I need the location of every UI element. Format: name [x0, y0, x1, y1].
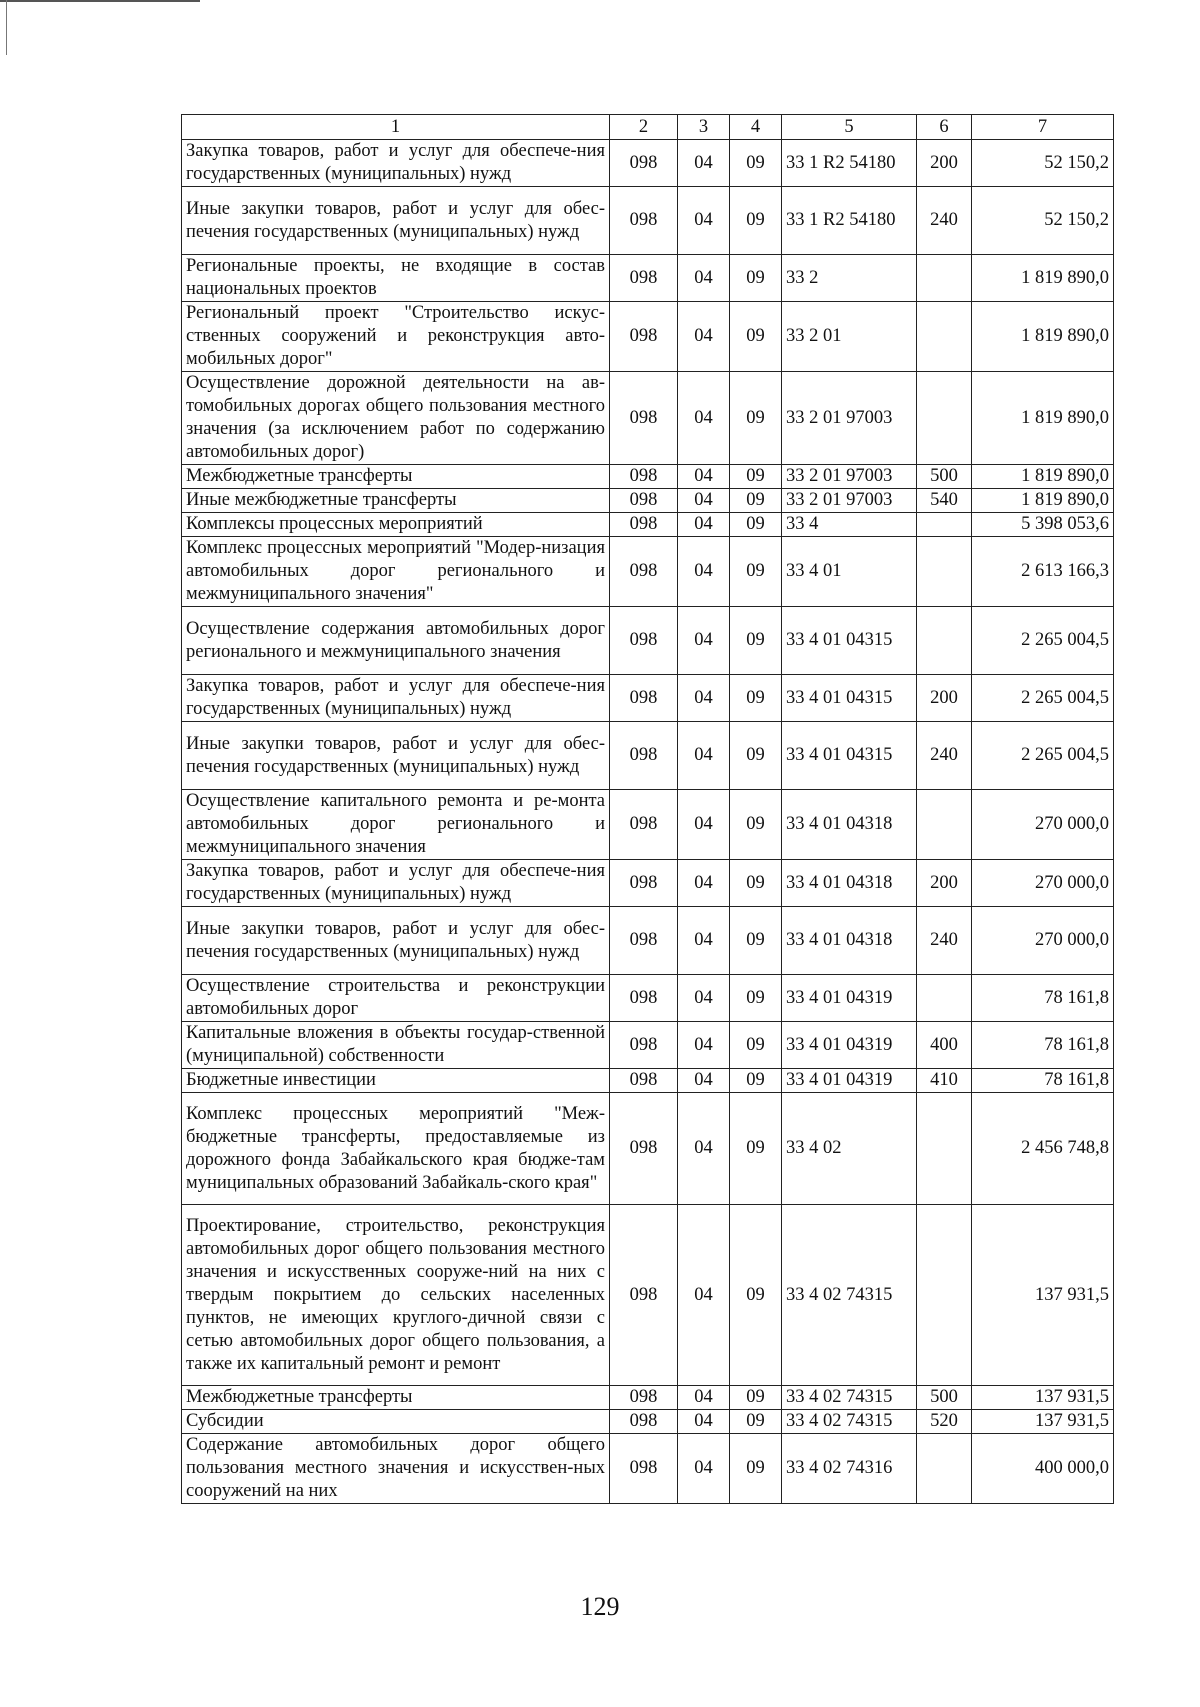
- row-code-vr: 410: [917, 1069, 972, 1093]
- row-code-rz: 04: [678, 790, 730, 860]
- row-code-pr: 09: [730, 255, 782, 302]
- row-amount: 1 819 890,0: [972, 372, 1114, 465]
- budget-table: [181, 114, 1114, 1504]
- table-row: [182, 975, 1114, 1022]
- row-amount: 2 265 004,5: [972, 607, 1114, 675]
- row-code-csr: 33 4 01 04318: [782, 907, 917, 975]
- table-body: [182, 140, 1114, 1504]
- row-code-csr: 33 4 01 04315: [782, 722, 917, 790]
- row-name: Региональный проект "Строительство искус-ственных сооружений и реконструкция авто-мобильных дорог": [182, 302, 610, 372]
- table-row: [182, 1069, 1114, 1093]
- row-code-gr: 098: [610, 489, 678, 513]
- row-code-pr: 09: [730, 1434, 782, 1504]
- row-code-rz: 04: [678, 1093, 730, 1205]
- row-code-rz: 04: [678, 1069, 730, 1093]
- row-amount: 2 613 166,3: [972, 537, 1114, 607]
- row-name: Осуществление дорожной деятельности на ав-томобильных дорогах общего пользования местного значения (за исключением работ по содержанию автомобильных дорог): [182, 372, 610, 465]
- row-code-csr: 33 1 R2 54180: [782, 140, 917, 187]
- row-code-gr: 098: [610, 1205, 678, 1386]
- row-amount: 78 161,8: [972, 975, 1114, 1022]
- header-col-4: 4: [730, 115, 782, 140]
- row-code-vr: [917, 790, 972, 860]
- row-code-csr: 33 4 01 04318: [782, 860, 917, 907]
- table-row: [182, 187, 1114, 255]
- row-code-csr: 33 2 01: [782, 302, 917, 372]
- row-code-csr: 33 4 01 04318: [782, 790, 917, 860]
- row-code-pr: 09: [730, 302, 782, 372]
- table-row: [182, 140, 1114, 187]
- row-code-rz: 04: [678, 1410, 730, 1434]
- row-amount: 137 931,5: [972, 1205, 1114, 1386]
- row-code-csr: 33 2 01 97003: [782, 465, 917, 489]
- table-row: [182, 722, 1114, 790]
- row-name: Бюджетные инвестиции: [182, 1069, 610, 1093]
- row-code-rz: 04: [678, 860, 730, 907]
- row-code-gr: 098: [610, 1434, 678, 1504]
- scan-edge-line: [0, 0, 200, 2]
- table-row: [182, 513, 1114, 537]
- row-code-vr: [917, 372, 972, 465]
- row-code-rz: 04: [678, 140, 730, 187]
- row-code-csr: 33 4 01: [782, 537, 917, 607]
- header-col-2: 2: [610, 115, 678, 140]
- header-col-3: 3: [678, 115, 730, 140]
- row-amount: 52 150,2: [972, 187, 1114, 255]
- table-row: [182, 1205, 1114, 1386]
- table-row: [182, 907, 1114, 975]
- row-code-gr: 098: [610, 372, 678, 465]
- row-code-vr: 500: [917, 1386, 972, 1410]
- header-row: [182, 115, 1114, 140]
- row-name: Межбюджетные трансферты: [182, 465, 610, 489]
- row-code-gr: 098: [610, 1022, 678, 1069]
- row-code-rz: 04: [678, 907, 730, 975]
- row-name: Иные закупки товаров, работ и услуг для обес-печения государственных (муниципальных) нужд: [182, 187, 610, 255]
- row-code-csr: 33 4 01 04319: [782, 1022, 917, 1069]
- row-name: Иные закупки товаров, работ и услуг для обес-печения государственных (муниципальных) нужд: [182, 722, 610, 790]
- row-code-csr: 33 4 01 04315: [782, 675, 917, 722]
- row-code-gr: 098: [610, 513, 678, 537]
- row-code-pr: 09: [730, 1205, 782, 1386]
- table-row: [182, 465, 1114, 489]
- row-code-csr: 33 4 02: [782, 1093, 917, 1205]
- row-code-pr: 09: [730, 1386, 782, 1410]
- row-name: Региональные проекты, не входящие в состав национальных проектов: [182, 255, 610, 302]
- table-row: [182, 1022, 1114, 1069]
- row-code-gr: 098: [610, 1093, 678, 1205]
- row-code-pr: 09: [730, 1093, 782, 1205]
- row-code-vr: [917, 302, 972, 372]
- row-code-vr: [917, 1434, 972, 1504]
- row-code-rz: 04: [678, 372, 730, 465]
- row-code-vr: 500: [917, 465, 972, 489]
- row-code-rz: 04: [678, 187, 730, 255]
- row-code-pr: 09: [730, 513, 782, 537]
- row-code-pr: 09: [730, 1069, 782, 1093]
- row-code-pr: 09: [730, 675, 782, 722]
- row-code-vr: [917, 1205, 972, 1386]
- row-name: Субсидии: [182, 1410, 610, 1434]
- row-name: Содержание автомобильных дорог общего пользования местного значения и искусствен-ных сооружений на них: [182, 1434, 610, 1504]
- row-code-rz: 04: [678, 1386, 730, 1410]
- scan-edge-line-left: [6, 0, 7, 55]
- row-code-gr: 098: [610, 302, 678, 372]
- row-code-vr: 200: [917, 675, 972, 722]
- row-code-csr: 33 4 01 04319: [782, 1069, 917, 1093]
- row-amount: 137 931,5: [972, 1386, 1114, 1410]
- row-code-pr: 09: [730, 372, 782, 465]
- table-row: [182, 1410, 1114, 1434]
- table-row: [182, 489, 1114, 513]
- row-code-csr: 33 4 01 04315: [782, 607, 917, 675]
- row-code-gr: 098: [610, 140, 678, 187]
- row-code-vr: 240: [917, 187, 972, 255]
- row-code-pr: 09: [730, 537, 782, 607]
- row-amount: 5 398 053,6: [972, 513, 1114, 537]
- row-code-pr: 09: [730, 140, 782, 187]
- row-amount: 2 265 004,5: [972, 675, 1114, 722]
- row-code-vr: [917, 975, 972, 1022]
- row-amount: 1 819 890,0: [972, 302, 1114, 372]
- row-name: Комплекс процессных мероприятий "Меж-бюджетные трансферты, предоставляемые из дорожного фонда Забайкальского края бюдже-там муниципальных образований Забайкаль-ского края": [182, 1093, 610, 1205]
- row-name: Иные межбюджетные трансферты: [182, 489, 610, 513]
- row-code-gr: 098: [610, 975, 678, 1022]
- row-code-vr: [917, 607, 972, 675]
- row-code-gr: 098: [610, 1410, 678, 1434]
- row-code-csr: 33 4 02 74315: [782, 1386, 917, 1410]
- row-name: Закупка товаров, работ и услуг для обеспече-ния государственных (муниципальных) нужд: [182, 140, 610, 187]
- row-amount: 78 161,8: [972, 1022, 1114, 1069]
- row-code-rz: 04: [678, 1022, 730, 1069]
- row-code-pr: 09: [730, 489, 782, 513]
- row-code-gr: 098: [610, 607, 678, 675]
- row-code-rz: 04: [678, 607, 730, 675]
- row-code-csr: 33 4: [782, 513, 917, 537]
- row-code-vr: 520: [917, 1410, 972, 1434]
- table-row: [182, 675, 1114, 722]
- table-row: [182, 1093, 1114, 1205]
- row-code-vr: 540: [917, 489, 972, 513]
- row-name: Проектирование, строительство, реконструкция автомобильных дорог общего пользования местного значения и искусственных сооруже-ний на них с твердым покрытием до сельских населенных пунктов, не имеющих круглого-дичной связи с сетью автомобильных дорог общего пользования, а также их капитальный ремонт и ремонт: [182, 1205, 610, 1386]
- row-code-vr: 240: [917, 907, 972, 975]
- row-code-rz: 04: [678, 489, 730, 513]
- row-code-pr: 09: [730, 187, 782, 255]
- row-amount: 137 931,5: [972, 1410, 1114, 1434]
- row-code-rz: 04: [678, 465, 730, 489]
- row-name: Осуществление строительства и реконструкции автомобильных дорог: [182, 975, 610, 1022]
- row-code-pr: 09: [730, 975, 782, 1022]
- row-code-gr: 098: [610, 860, 678, 907]
- table-row: [182, 860, 1114, 907]
- table-row: [182, 1434, 1114, 1504]
- row-code-gr: 098: [610, 187, 678, 255]
- row-amount: 270 000,0: [972, 790, 1114, 860]
- row-code-rz: 04: [678, 537, 730, 607]
- row-code-gr: 098: [610, 255, 678, 302]
- row-code-gr: 098: [610, 722, 678, 790]
- row-code-gr: 098: [610, 537, 678, 607]
- row-code-rz: 04: [678, 255, 730, 302]
- row-name: Иные закупки товаров, работ и услуг для обес-печения государственных (муниципальных) нужд: [182, 907, 610, 975]
- table-row: [182, 607, 1114, 675]
- row-code-gr: 098: [610, 790, 678, 860]
- header-col-7: 7: [972, 115, 1114, 140]
- table-row: [182, 537, 1114, 607]
- row-code-pr: 09: [730, 790, 782, 860]
- row-code-gr: 098: [610, 675, 678, 722]
- row-code-csr: 33 2 01 97003: [782, 489, 917, 513]
- row-name: Межбюджетные трансферты: [182, 1386, 610, 1410]
- row-amount: 1 819 890,0: [972, 489, 1114, 513]
- row-amount: 2 265 004,5: [972, 722, 1114, 790]
- row-amount: 78 161,8: [972, 1069, 1114, 1093]
- row-name: Осуществление содержания автомобильных дорог регионального и межмуниципального значения: [182, 607, 610, 675]
- row-code-pr: 09: [730, 860, 782, 907]
- row-code-rz: 04: [678, 513, 730, 537]
- row-code-gr: 098: [610, 1386, 678, 1410]
- table-row: [182, 302, 1114, 372]
- header-col-6: 6: [917, 115, 972, 140]
- row-code-vr: [917, 255, 972, 302]
- header-col-1: 1: [182, 115, 610, 140]
- row-name: Капитальные вложения в объекты государ-ственной (муниципальной) собственности: [182, 1022, 610, 1069]
- row-name: Комплексы процессных мероприятий: [182, 513, 610, 537]
- row-code-csr: 33 4 01 04319: [782, 975, 917, 1022]
- row-code-gr: 098: [610, 465, 678, 489]
- table-row: [182, 255, 1114, 302]
- row-code-vr: [917, 513, 972, 537]
- row-code-csr: 33 4 02 74315: [782, 1205, 917, 1386]
- row-code-rz: 04: [678, 302, 730, 372]
- row-code-rz: 04: [678, 675, 730, 722]
- row-code-csr: 33 2 01 97003: [782, 372, 917, 465]
- row-code-pr: 09: [730, 1022, 782, 1069]
- row-code-rz: 04: [678, 722, 730, 790]
- table-row: [182, 1386, 1114, 1410]
- row-amount: 1 819 890,0: [972, 255, 1114, 302]
- table-header: [182, 115, 1114, 140]
- row-code-rz: 04: [678, 1205, 730, 1386]
- row-code-pr: 09: [730, 607, 782, 675]
- row-amount: 400 000,0: [972, 1434, 1114, 1504]
- row-amount: 1 819 890,0: [972, 465, 1114, 489]
- row-code-csr: 33 4 02 74316: [782, 1434, 917, 1504]
- row-code-rz: 04: [678, 1434, 730, 1504]
- table-row: [182, 790, 1114, 860]
- row-code-pr: 09: [730, 1410, 782, 1434]
- row-amount: 270 000,0: [972, 860, 1114, 907]
- row-code-vr: [917, 1093, 972, 1205]
- header-col-5: 5: [782, 115, 917, 140]
- row-code-pr: 09: [730, 465, 782, 489]
- row-code-gr: 098: [610, 907, 678, 975]
- row-name: Закупка товаров, работ и услуг для обеспече-ния государственных (муниципальных) нужд: [182, 675, 610, 722]
- page-number: 129: [580, 1592, 620, 1621]
- row-code-vr: 200: [917, 140, 972, 187]
- row-code-vr: 400: [917, 1022, 972, 1069]
- row-code-vr: [917, 537, 972, 607]
- row-code-vr: 200: [917, 860, 972, 907]
- row-amount: 52 150,2: [972, 140, 1114, 187]
- row-code-rz: 04: [678, 975, 730, 1022]
- row-code-pr: 09: [730, 722, 782, 790]
- row-code-pr: 09: [730, 907, 782, 975]
- row-code-csr: 33 1 R2 54180: [782, 187, 917, 255]
- row-name: Комплекс процессных мероприятий "Модер-низация автомобильных дорог регионального и межмуниципального значения": [182, 537, 610, 607]
- row-amount: 2 456 748,8: [972, 1093, 1114, 1205]
- row-name: Осуществление капитального ремонта и ре-монта автомобильных дорог регионального и межмуниципального значения: [182, 790, 610, 860]
- row-code-csr: 33 2: [782, 255, 917, 302]
- row-code-vr: 240: [917, 722, 972, 790]
- row-code-gr: 098: [610, 1069, 678, 1093]
- table-row: [182, 372, 1114, 465]
- row-amount: 270 000,0: [972, 907, 1114, 975]
- row-name: Закупка товаров, работ и услуг для обеспече-ния государственных (муниципальных) нужд: [182, 860, 610, 907]
- row-code-csr: 33 4 02 74315: [782, 1410, 917, 1434]
